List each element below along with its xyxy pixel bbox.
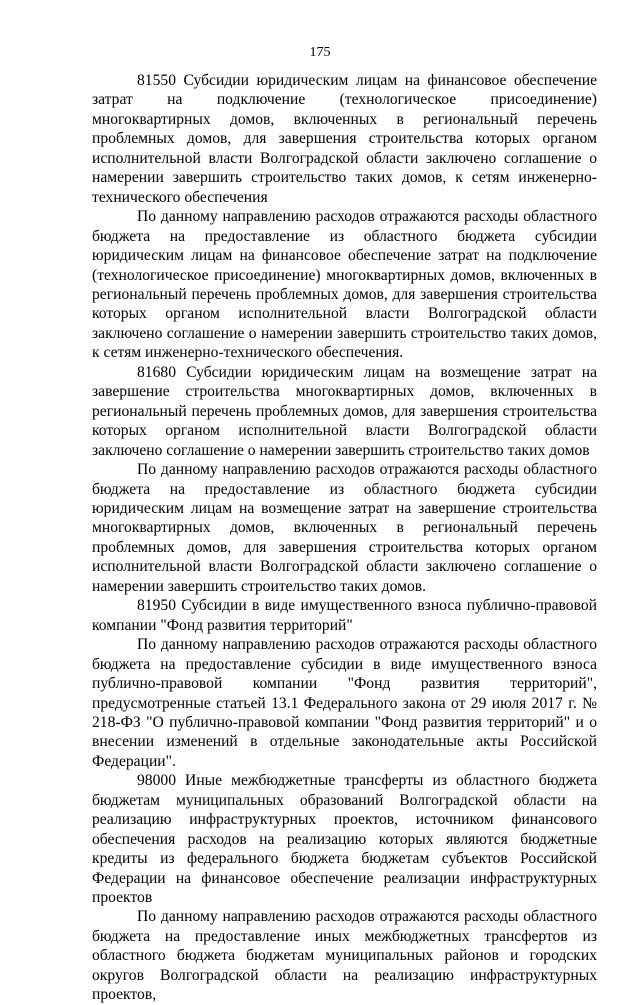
paragraph: 81550 Субсидии юридическим лицам на финансовое обеспечение затрат на подключение (технологическое присоединение) многоквартирных домов, включенных в региональный перечень проблемных домов, для завершения строительства которых органом исполнительной власти Волгоградской области заключено соглашение о намерении завершить строительство таких домов, к сетям инженерно-технического обеспечения	[92, 72, 597, 206]
paragraph: По данному направлению расходов отражаются расходы областного бюджета на предоставление иных межбюджетных трансфертов из областного бюджета бюджетам муниципальных районов и городских округов Волгоградской области на реализацию инфраструктурных проектов,	[92, 908, 597, 1004]
page-number: 175	[309, 45, 331, 60]
paragraph: 98000 Иные межбюджетные трансферты из областного бюджета бюджетам муниципальных образований Волгоградской области на реализацию инфраструктурных проектов, источником финансового обеспечения расходов на реализацию которых являются бюджетные кредиты из федерального бюджета бюджетам субъектов Российской Федерации на финансовое обеспечение реализации инфраструктурных проектов	[92, 772, 597, 907]
paragraph: 81680 Субсидии юридическим лицам на возмещение затрат на завершение строительства многоквартирных домов, включенных в региональный перечень проблемных домов, для завершения строительства которых органом исполнительной власти Волгоградской области заключено соглашение о намерении завершить строительство таких домов	[92, 363, 597, 459]
paragraph: По данному направлению расходов отражаются расходы областного бюджета на предоставление субсидии в виде имущественного взноса публично-правовой компании "Фонд развития территорий", предусмотренные статьей 13.1 Федерального закона от 29 июля 2017 г. № 218-ФЗ "О публично-правовой компании "Фонд развития территорий" и о внесении изменений в отдельные законодательные акты Российской Федерации".	[92, 636, 597, 770]
paragraph: По данному направлению расходов отражаются расходы областного бюджета на предоставление из областного бюджета субсидии юридическим лицам на финансовое обеспечение затрат на подключение (технологическое присоединение) многоквартирных домов, включенных в региональный перечень проблемных домов, для завершения строительства которых органом исполнительной власти Волгоградской области заключено соглашение о намерении завершить строительство таких домов, к сетям инженерно-технического обеспечения.	[92, 208, 597, 362]
paragraph: По данному направлению расходов отражаются расходы областного бюджета на предоставление из областного бюджета субсидии юридическим лицам на возмещение затрат на завершение строительства многоквартирных домов, включенных в региональный перечень проблемных домов, для завершения строительства которых органом исполнительной власти Волгоградской области заключено соглашение о намерении завершить строительство таких домов.	[92, 461, 597, 595]
paragraph: 81950 Субсидии в виде имущественного взноса публично-правовой компании "Фонд развития территорий"	[92, 597, 597, 634]
document-body	[92, 71, 597, 1005]
